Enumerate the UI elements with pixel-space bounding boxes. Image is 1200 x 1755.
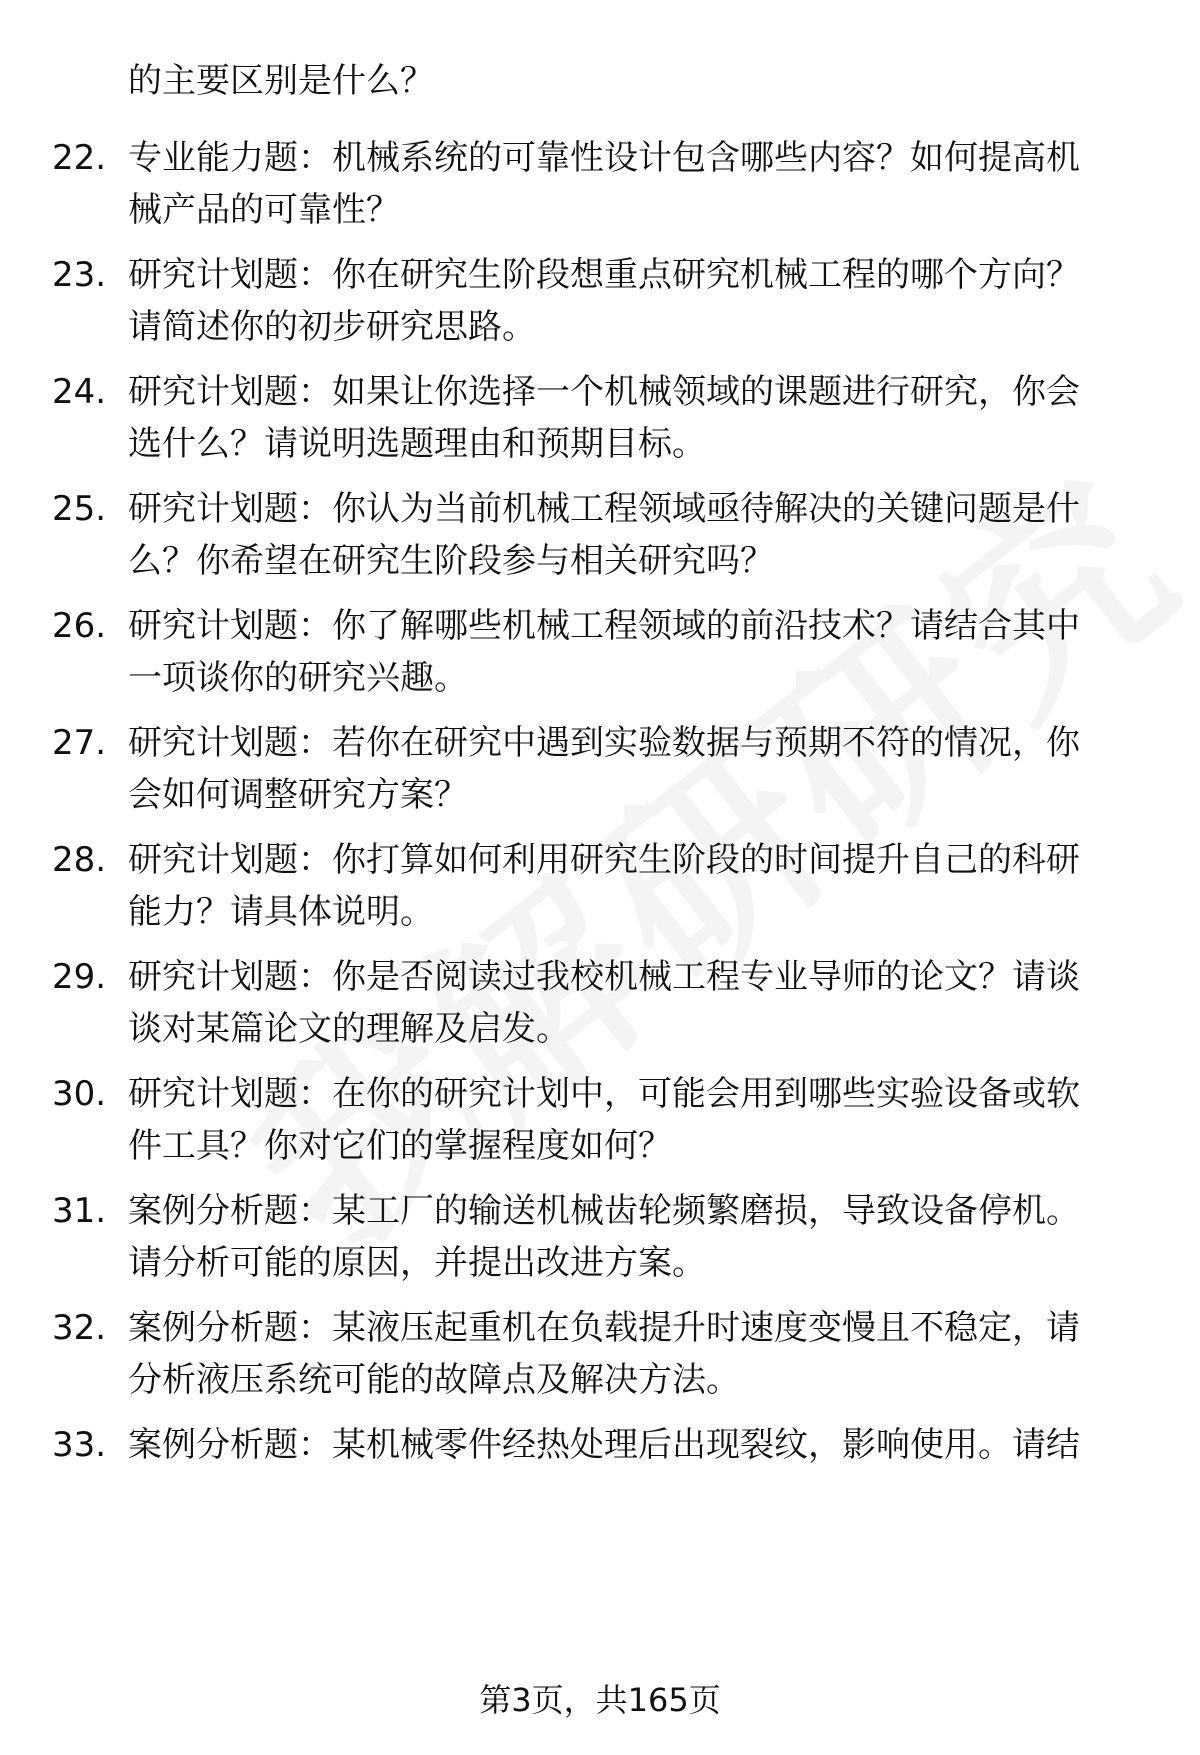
question-line: 请分析可能的原因，并提出改进方案。	[128, 1243, 706, 1283]
question-line: 研究计划题：你打算如何利用研究生阶段的时间提升自己的科研	[128, 840, 1080, 880]
question-text	[128, 1419, 1148, 1471]
question-line: 专业能力题：机械系统的可靠性设计包含哪些内容？如何提高机	[128, 138, 1080, 178]
question-line: 研究计划题：你在研究生阶段想重点研究机械工程的哪个方向？	[128, 255, 1080, 295]
question-line: 一项谈你的研究兴趣。	[128, 658, 468, 698]
question-line: 案例分析题：某液压起重机在负载提升时速度变慢且不稳定，请	[128, 1308, 1080, 1348]
question-text	[128, 951, 1148, 1055]
question-number: 33.	[52, 1425, 107, 1465]
question-text	[128, 600, 1148, 704]
question-number: 22.	[52, 138, 107, 178]
question-number: 27.	[52, 723, 107, 763]
question-text	[128, 483, 1148, 587]
question-line: 能力？请具体说明。	[128, 892, 434, 932]
question-line: 么？你希望在研究生阶段参与相关研究吗？	[128, 541, 774, 581]
continuation-text: 的主要区别是什么？	[128, 61, 434, 101]
question-line: 研究计划题：你是否阅读过我校机械工程专业导师的论文？请谈	[128, 957, 1080, 997]
question-line: 件工具？你对它们的掌握程度如何？	[128, 1126, 672, 1166]
page-footer: 第3页，共165页	[479, 1681, 721, 1719]
question-number: 25.	[52, 489, 107, 529]
question-number: 31.	[52, 1191, 107, 1231]
question-line: 研究计划题：如果让你选择一个机械领域的课题进行研究，你会	[128, 372, 1080, 412]
question-line: 案例分析题：某工厂的输送机械齿轮频繁磨损，导致设备停机。	[128, 1191, 1080, 1231]
question-text	[128, 1302, 1148, 1406]
question-number: 29.	[52, 957, 107, 997]
question-line: 会如何调整研究方案？	[128, 775, 468, 815]
question-text	[128, 834, 1148, 938]
question-text	[128, 1185, 1148, 1289]
question-line: 案例分析题：某机械零件经热处理后出现裂纹，影响使用。请结	[128, 1425, 1080, 1465]
question-text	[128, 132, 1148, 236]
question-text	[128, 1068, 1148, 1172]
question-number: 24.	[52, 372, 107, 412]
question-line: 研究计划题：若你在研究中遇到实验数据与预期不符的情况，你	[128, 723, 1080, 763]
question-number: 32.	[52, 1308, 107, 1348]
question-number: 30.	[52, 1074, 107, 1114]
question-text	[128, 249, 1148, 353]
question-number: 28.	[52, 840, 107, 880]
question-line: 选什么？请说明选题理由和预期目标。	[128, 424, 706, 464]
question-number: 23.	[52, 255, 107, 295]
question-line: 研究计划题：你了解哪些机械工程领域的前沿技术？请结合其中	[128, 606, 1080, 646]
question-text	[128, 366, 1148, 470]
question-line: 械产品的可靠性？	[128, 190, 400, 230]
question-line: 请简述你的初步研究思路。	[128, 307, 536, 347]
question-line: 研究计划题：你认为当前机械工程领域亟待解决的关键问题是什	[128, 489, 1080, 529]
question-line: 谈对某篇论文的理解及启发。	[128, 1009, 570, 1049]
question-line: 研究计划题：在你的研究计划中，可能会用到哪些实验设备或软	[128, 1074, 1080, 1114]
question-text	[128, 717, 1148, 821]
question-number: 26.	[52, 606, 107, 646]
question-line: 分析液压系统可能的故障点及解决方法。	[128, 1360, 740, 1400]
